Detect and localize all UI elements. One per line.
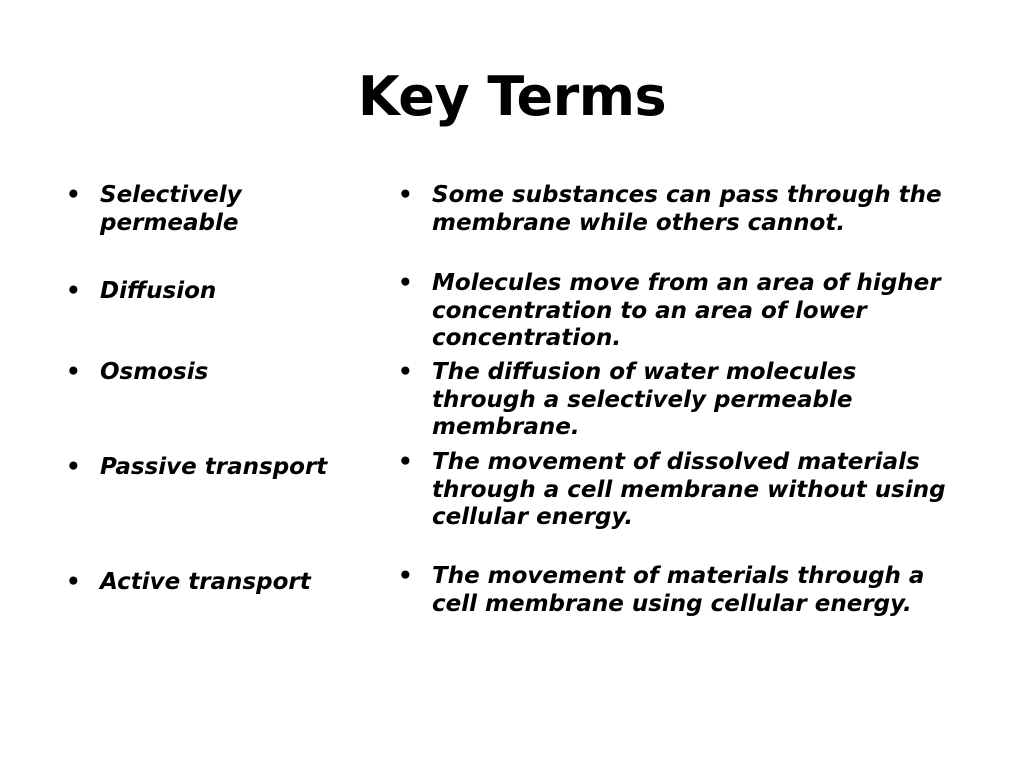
definition-text: The movement of materials through a cell membrane using cellular energy. xyxy=(432,563,925,617)
term-item xyxy=(66,182,370,237)
term-text: Diffusion xyxy=(100,278,217,304)
definition-text: Some substances can pass through the membrane while others cannot. xyxy=(432,182,942,236)
term-item xyxy=(66,359,370,387)
bullet-icon: • xyxy=(66,359,81,385)
term-item xyxy=(66,278,370,306)
definition-item xyxy=(398,359,952,442)
term-item xyxy=(66,569,370,597)
definition-item xyxy=(398,182,952,237)
definition-text: The diffusion of water molecules through a selectively permeable membrane. xyxy=(432,359,857,440)
definition-item xyxy=(398,449,952,532)
term-text: Passive transport xyxy=(100,454,328,480)
bullet-icon: • xyxy=(398,563,413,589)
bullet-icon: • xyxy=(398,359,413,385)
bullet-icon: • xyxy=(398,270,413,296)
definition-text: Molecules move from an area of higher concentration to an area of lower concentration. xyxy=(432,270,941,351)
term-text: Osmosis xyxy=(100,359,209,385)
bullet-icon: • xyxy=(66,569,81,595)
bullet-icon: • xyxy=(398,449,413,475)
bullet-icon: • xyxy=(398,182,413,208)
definition-item xyxy=(398,270,952,353)
bullet-icon: • xyxy=(66,454,81,480)
term-text: Selectively permeable xyxy=(100,182,242,236)
definition-text: The movement of dissolved materials through a cell membrane without using cellular energy. xyxy=(432,449,946,530)
bullet-icon: • xyxy=(66,182,81,208)
term-item xyxy=(66,454,370,482)
slide-title: Key Terms xyxy=(357,65,667,128)
bullet-icon: • xyxy=(66,278,81,304)
term-text: Active transport xyxy=(100,569,311,595)
definition-item xyxy=(398,563,952,618)
